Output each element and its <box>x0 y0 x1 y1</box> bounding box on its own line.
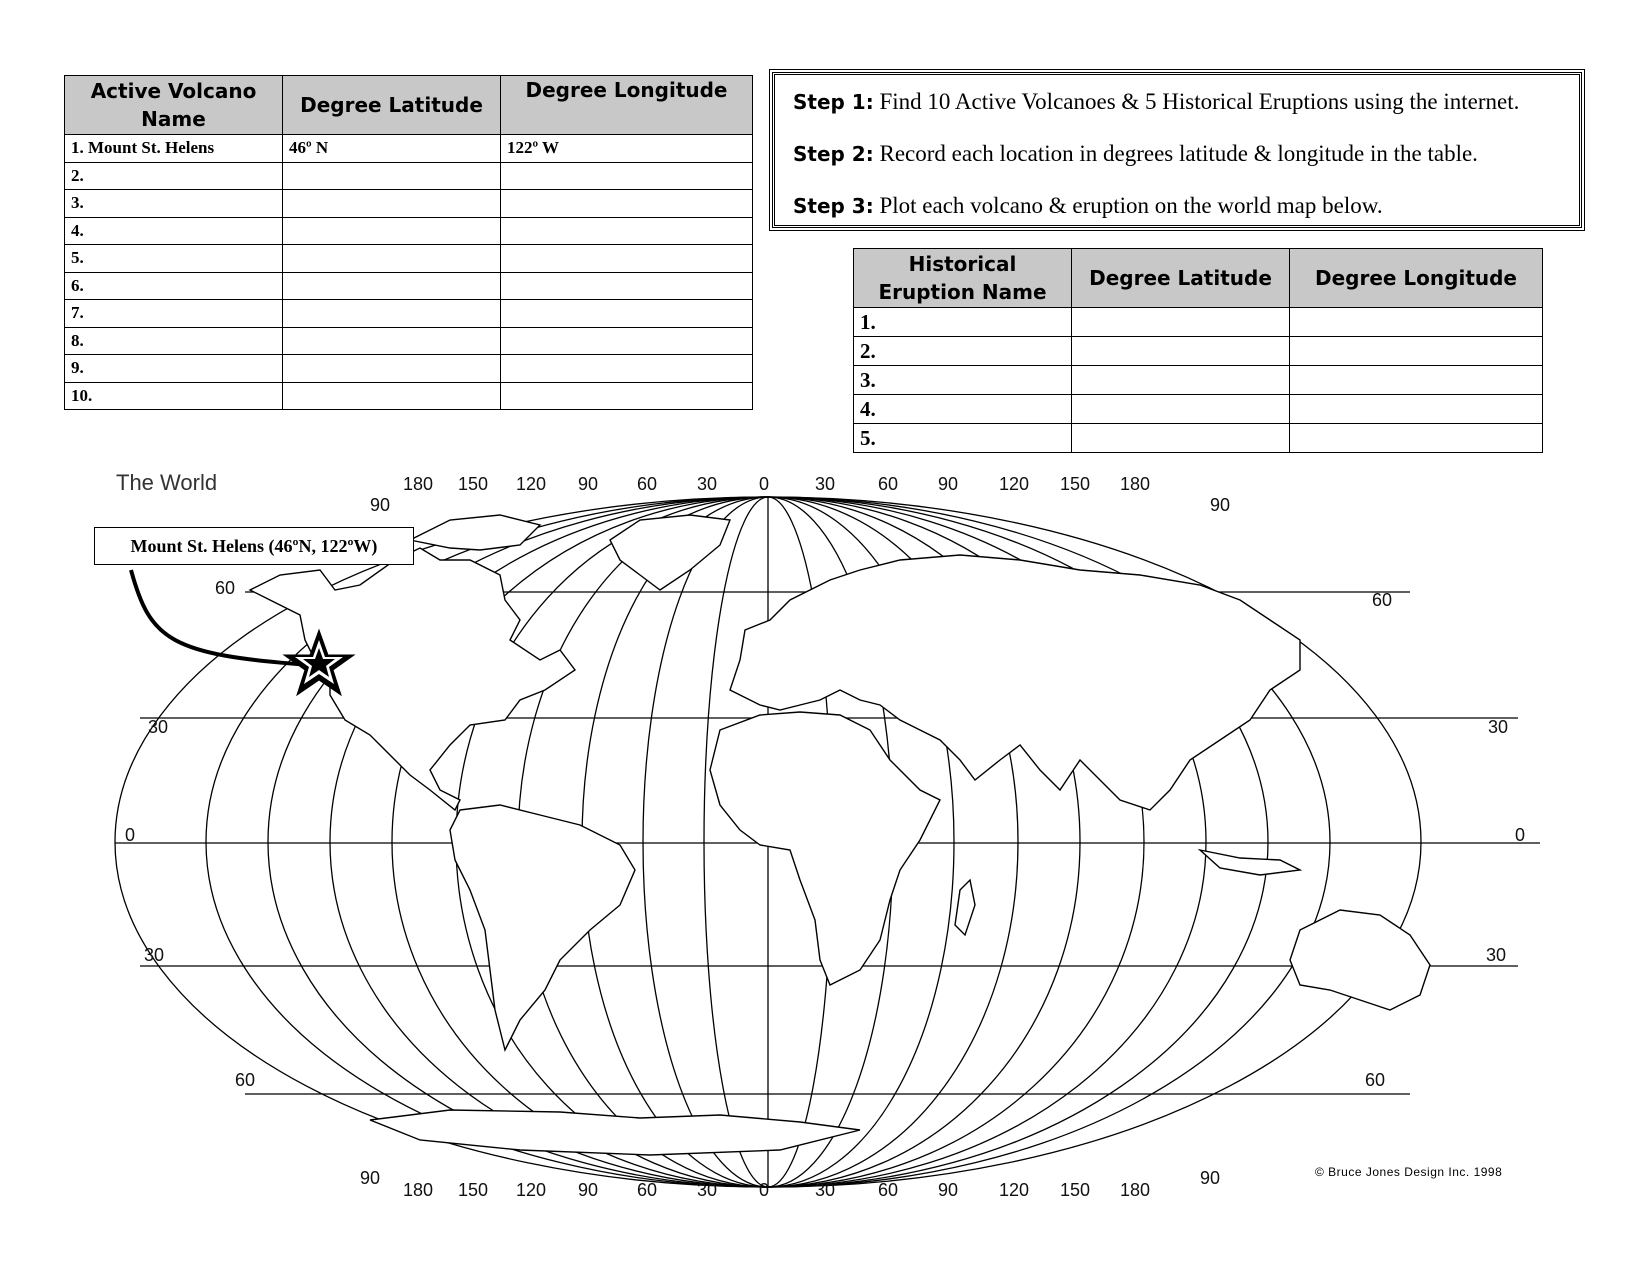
name-cell[interactable]: 3. <box>65 190 283 218</box>
south-america-outline <box>450 805 635 1050</box>
name-cell[interactable]: 10. <box>65 382 283 410</box>
latitude-label: 30 <box>1486 945 1507 965</box>
latitude-label: 30 <box>1488 717 1509 737</box>
latitude-label: 0 <box>1515 825 1526 845</box>
longitude-label-top: 150 <box>1060 474 1091 494</box>
longitude-label-bottom: 60 <box>878 1180 899 1200</box>
longitude-label-bottom: 0 <box>759 1180 770 1200</box>
latitude-label: 30 <box>148 717 169 737</box>
longitude-label-bottom: 30 <box>815 1180 836 1200</box>
header-latitude: Degree Latitude <box>1072 249 1290 308</box>
longitude-label-top: 180 <box>403 474 434 494</box>
longitude-label-bottom: 90 <box>938 1180 959 1200</box>
latitude-cell[interactable]: 46º N <box>283 135 501 163</box>
name-cell[interactable]: 7. <box>65 300 283 328</box>
australia-outline <box>1290 910 1430 1010</box>
latitude-label: 90 <box>360 1168 381 1188</box>
name-cell[interactable]: 1. <box>854 308 1072 337</box>
longitude-cell[interactable]: 122º W <box>501 135 753 163</box>
latitude-label: 90 <box>370 495 391 515</box>
longitude-label-bottom: 30 <box>697 1180 718 1200</box>
latitude-label: 60 <box>1372 590 1393 610</box>
longitude-label-top: 90 <box>578 474 599 494</box>
indonesia-outline <box>1200 850 1300 875</box>
copyright-notice: © Bruce Jones Design Inc. 1998 <box>1315 1165 1503 1179</box>
step-label: Step 1: <box>793 90 874 114</box>
longitude-label-top: 60 <box>637 474 658 494</box>
longitude-label-bottom: 60 <box>637 1180 658 1200</box>
longitude-label-top: 90 <box>938 474 959 494</box>
africa-outline <box>710 712 940 985</box>
longitude-label-bottom: 180 <box>403 1180 434 1200</box>
latitude-label: 60 <box>215 578 236 598</box>
name-cell[interactable]: 2. <box>854 337 1072 366</box>
antarctica-outline <box>370 1110 860 1155</box>
name-cell[interactable]: 8. <box>65 327 283 355</box>
header-eruption-name: Historical Eruption Name <box>854 249 1072 308</box>
north-america-outline <box>250 548 575 810</box>
step-text: Plot each volcano & eruption on the world map below. <box>873 193 1383 218</box>
name-cell[interactable]: 5. <box>65 245 283 273</box>
header-longitude: Degree Longitude <box>501 76 753 135</box>
name-cell[interactable]: 6. <box>65 272 283 300</box>
longitude-label-top: 150 <box>458 474 489 494</box>
step-text: Record each location in degrees latitude & longitude in the table. <box>873 141 1478 166</box>
longitude-label-bottom: 90 <box>578 1180 599 1200</box>
latitude-label: 0 <box>125 825 136 845</box>
longitude-label-top: 30 <box>697 474 718 494</box>
greenland-outline <box>610 515 730 590</box>
latitude-label: 60 <box>1365 1070 1386 1090</box>
name-cell[interactable]: 5. <box>854 424 1072 453</box>
longitude-label-top: 30 <box>815 474 836 494</box>
longitude-label-top: 120 <box>999 474 1030 494</box>
name-cell[interactable]: 4. <box>854 395 1072 424</box>
header-latitude: Degree Latitude <box>283 76 501 135</box>
header-volcano-name: Active Volcano Name <box>65 76 283 135</box>
longitude-label-bottom: 120 <box>516 1180 547 1200</box>
longitude-label-bottom: 150 <box>1060 1180 1091 1200</box>
mount-st-helens-callout: Mount St. Helens (46ºN, 122ºW) <box>94 527 414 565</box>
madagascar-outline <box>955 880 975 935</box>
name-cell[interactable]: 4. <box>65 217 283 245</box>
latitude-label: 90 <box>1200 1168 1221 1188</box>
name-cell[interactable]: 3. <box>854 366 1072 395</box>
longitude-label-bottom: 120 <box>999 1180 1030 1200</box>
header-longitude: Degree Longitude <box>1290 249 1543 308</box>
step-text: Find 10 Active Volcanoes & 5 Historical Eruptions using the internet. <box>873 89 1520 114</box>
longitude-label-top: 120 <box>516 474 547 494</box>
longitude-label-bottom: 150 <box>458 1180 489 1200</box>
longitude-label-bottom: 180 <box>1120 1180 1151 1200</box>
step-label: Step 2: <box>793 142 874 166</box>
latitude-label: 60 <box>235 1070 256 1090</box>
longitude-label-top: 180 <box>1120 474 1151 494</box>
map-title: The World <box>116 470 218 495</box>
latitude-label: 90 <box>1210 495 1231 515</box>
longitude-label-top: 0 <box>759 474 770 494</box>
arctic-islands-outline <box>410 515 540 550</box>
step-label: Step 3: <box>793 194 874 218</box>
name-cell[interactable]: 2. <box>65 162 283 190</box>
longitude-label-top: 60 <box>878 474 899 494</box>
name-cell[interactable]: 1. Mount St. Helens <box>65 135 283 163</box>
name-cell[interactable]: 9. <box>65 355 283 383</box>
latitude-label: 30 <box>144 945 165 965</box>
